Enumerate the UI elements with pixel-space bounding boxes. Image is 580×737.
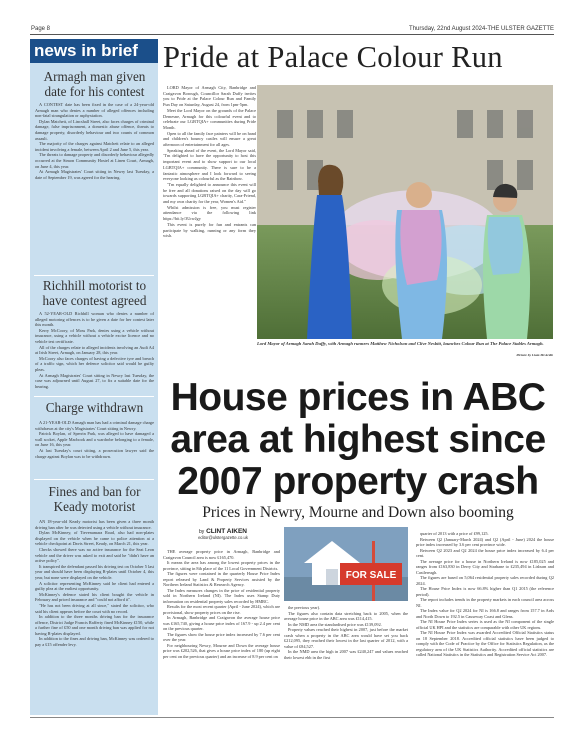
story-body [35, 519, 154, 713]
paragraph: "He has not been driving at all since," stated the solicitor, who said his client appears before the court with no record. [35, 602, 154, 614]
divider [34, 396, 154, 397]
paragraph: The figures are based on 5,064 residential property sales recorded during Q2 2024. [416, 575, 554, 586]
divider [34, 275, 154, 276]
paragraph: McKinney's defence stated his client bought the vehicle in February and priced insurance and "could not afford it". [35, 591, 154, 603]
paragraph: A CONTEST date has been fixed in the case of a 24-year-old Armagh man who denies a number of alleged offences including non-fatal strangulation or asphyxiation. [35, 102, 154, 119]
paragraph: McCoory also faces charges of having a defective tyre and breach of a traffic sign, which her defence solicitor said would be guilty pleas. [35, 355, 154, 372]
paragraph: Between Q2 2023 and Q2 2024 the house price index increased by 6.4 per cent. [416, 547, 554, 558]
paragraph: The Index measures changes in the price of residential property sold in Northern Ireland (NI). The Index uses Stamp Duty information on residential property sales recorded by HMRC. [163, 587, 280, 604]
paragraph: All of the charges relate to alleged incidents involving an Audi A4 at Irish Street, Armagh, on January 28, this year. [35, 344, 154, 356]
story-headline: Armagh man given date for his contest [43, 69, 146, 99]
paragraph: The figures also contain data stretching back to 2005, when the average house price in the ABC area was £114,415. [284, 610, 408, 621]
paragraph: The NI House Price Index was awarded Accredited Official Statistics status on 18 September 2018. Accredited official statistics have been judged to comply with the Code of Practice by the Office for Statistics Regulation, as the regulatory arm of the UK Statistics Authority. Accredited official statistics are called National Statistics in the Statistics and Registration Service Act 2007. [416, 630, 554, 657]
paragraph: It transpired the defendant passed his driving test on October 5 last year and should have been displaying R-plates until October 4, this year, but none were displayed on the vehicle. [35, 563, 154, 580]
byline-email: editor@ulstergazette.co.uk [198, 535, 248, 540]
paragraph: Dylan Matchett, of Lincshall Street, also faces charges of criminal damage, false imprisonment, a domestic abuse offence, threats to damage property, disorderly behaviour and two counts of common assault. [35, 118, 154, 141]
paragraph: Checks showed there was no active insurance for the Seat Leon vehicle and the driver was asked to exit and said he "didn't have an active policy". [35, 546, 154, 564]
paragraph: the previous year). [288, 605, 321, 610]
paragraph: Property values reached their highest in 2007, just before the market crash when a property in the ABC area would have set you back £212,095, they reached their lowest in the last quarter of 2012, with a value of £84,527. [284, 627, 408, 649]
page-number: Page 8 [31, 26, 51, 32]
paragraph: In Armagh, Banbridge and Craigavon the average house price was £165,740, giving a house price index of 167.9 - up 2.4 per cent on the previous quarter. [163, 615, 280, 631]
paragraph: Patrick Boylan, of Sperrin Park, was alleged to have damaged a wall socket, Apple Macbook and a wardrobe belonging to a female, on June 16, this year. [35, 431, 154, 448]
news-in-brief-sidebar [30, 39, 158, 715]
paragraph: Open to all the family face painters will be on hand and children's bouncy castles will ensure a great afternoon of entertainment for all ages. [163, 130, 256, 148]
story-body [35, 420, 154, 476]
sidebar-title: news in brief [30, 39, 158, 63]
paragraph: THE average property price in Armagh, Banbridge and Craigavon Council area is now £165,470. [163, 549, 280, 560]
paragraph: At Armagh Magistrates' Court sitting in Newry last Tuesday, the case was adjourned until August 27, to fix a suitable date for the hearing. [35, 372, 154, 389]
story-headline: Richhill motorist to have contest agreed [42, 278, 147, 308]
paragraph: In addition to the fines and driving ban, McKinney was ordered to pay a £15 offender levy. [35, 636, 154, 648]
paragraph: The figures were contained in the quarterly House Price Index report released by Land & Property Services assisted by the Northern Ireland Statistics & Research Agency. [163, 571, 280, 587]
paragraph: Results for the most recent quarter (April - June 2024), which are provisional, show property prices on the rise. [163, 604, 280, 615]
paragraph: In the NMD area the high in 2007 was £240,247 and values reached their lowest ebb in the first [284, 649, 408, 660]
paragraph: For neighbouring Newry, Mourne and Down the average house price was £202,526, that gives a house price index of 180 (up eight per cent on the previous quarter) and an increase of 8.9 per cent on [163, 642, 280, 659]
story-headline: Fines and ban for Keady motorist [48, 484, 141, 514]
paragraph: Meet the Lord Mayor on the grounds of the Palace Demesne, Armagh for this colourful event and to celebrate our LGBTQIA+ communities during Pride Month. [163, 107, 256, 130]
paragraph: At Armagh Magistrates' Court sitting in Newry last Tuesday, a date of September 19, was agreed for the hearing. [35, 169, 154, 180]
story-body [35, 311, 154, 393]
paragraph: Between Q2 (January-March 2024) and Q2 (April - June) 2024 the house price index increased by 3.6 per cent province wide. [416, 536, 554, 547]
paragraph: Dylan McKinney, of Tievenamara Road, also had non-plates displayed on the vehicle when he came to police attention at a vehicle checkpoint at Davis Street, Keady, on March 21, this year. [35, 530, 154, 547]
paragraph: It means the area has among the lowest property prices in the province, sitting in 8th place of the 11 Local Government Districts. [163, 560, 280, 571]
paragraph: The NI House Price Index series is used as the NI component of the single official UK HPI and the statistics are comparable with other UK regions. [416, 619, 554, 630]
house-prices-headline: House prices in ABC area at highest since 2007 property crash [170, 376, 546, 503]
paragraph: The average price for a house in Northern Ireland is now £185,025 and ranges from £163,830 in Derry City and Strabane to £235,494 in Lisburn and Castlereagh. [416, 558, 554, 575]
paragraph: A 21-YEAR-OLD Armagh man has had a criminal damage charge withdrawn at the city's Magistrates' Court sitting in Newry. [35, 420, 154, 431]
pride-headline: Pride at Palace Colour Run [163, 40, 503, 74]
byline-by: by [198, 529, 205, 535]
paragraph: "I'm equally delighted to announce this event will be free and all donations raised on the day will go towards supporting LGBTQIA+ charity, Cara-Friend, and my own charity for the year, Women's Aid." [163, 181, 256, 205]
paragraph: A 52-YEAR-OLD Richhill woman who denies a number of alleged motoring offences is to be given a date for her contest later this month. [35, 311, 154, 328]
paragraph: In the NMD area the standardised price was £139,092. [288, 621, 382, 627]
paragraph: This event is purely for fun and entrants can participate by walking, running or any form they wish. [163, 221, 256, 239]
paragraph: AN 18-year-old Keady motorist has been given a three month driving ban after he was detected using a vehicle without insurance. [35, 519, 154, 530]
paragraph: At last Tuesday's court sitting, a prosecution lawyer said the charge against Boylan was to be withdrawn. [35, 447, 154, 459]
paragraph: The Index value for Q2 2024 for NI is 166.8 and ranges from 157.7 in Ards and North Down to 192.5 in Causeway Coast and Glens. [416, 608, 554, 619]
paragraph: quarter of 2013 with a price of £99,125. [420, 531, 489, 536]
paragraph: The report includes trends in the property markets in each council area across NI. [416, 597, 554, 608]
paragraph: The figures show the house price index increased by 7.6 per cent over the year. [163, 631, 280, 642]
paragraph: Speaking ahead of the event, the Lord Mayor said, "I'm delighted to have the opportunity to host this important event and to show support to our local LGBTQIA+ community. There is sure to be a fantastic atmosphere and I look forward to seeing everyone looking as colourful as the Rainbow. [163, 147, 256, 182]
house-story-col2 [284, 605, 408, 715]
paragraph: The House Price Index is now 66.8% higher than Q1 2015 (the reference period). [416, 586, 554, 597]
paragraph: LORD Mayor of Armagh City, Banbridge and Craigavon Borough, Councillor Sarah Duffy invites you to Pride at the Palace Colour Run and Family Fun Day on Saturday, August 24, from 1pm-5pm. [163, 85, 256, 108]
header-rule [30, 34, 554, 35]
paragraph: In addition to the three months driving ban for the insurance offence, District Judge Francis Rafferty fined McKinney £150, while a further fine of £50 and one month driving ban was applied for not having R-plates displayed. [35, 614, 154, 636]
house-prices-subhead: Prices in Newry, Mourne and Down also booming [202, 504, 514, 521]
byline-name: CLINT AIKEN [206, 528, 248, 535]
pride-story-body [163, 85, 256, 373]
for-sale-sign-text: FOR SALE [345, 570, 397, 581]
publication-date: Thursday, 22nd August 2024-THE ULSTER GAZETTE [409, 26, 554, 32]
paragraph: Whilst admission is free, you must register attendance via the following link https://bit.ly/3UrwJgy [163, 204, 256, 222]
colour-run-photo [257, 85, 553, 339]
photo-caption: Lord Mayor of Armagh Sarah Duffy, with Armagh runners Matthew Nicholson and Clive Nesbitt, launches Colour Run at The Palace Stables Armagh. [257, 341, 544, 346]
byline [163, 528, 283, 540]
paragraph: The threats to damage property and disorderly behaviour allegedly occurred at the Simon Community Hostel at Linen Court, Armagh, on June 4, this year. [35, 152, 154, 169]
house-story-col3 [416, 531, 554, 715]
story-headline: Charge withdrawn [45, 400, 144, 415]
paragraph: The majority of the charges against Matchett relate to an alleged incident involving a female, between April 2 and June 5, this year. [35, 141, 154, 152]
house-story-col1 [163, 549, 280, 715]
footer-rule [30, 717, 554, 718]
for-sale-photo [284, 527, 408, 601]
divider [34, 479, 154, 480]
story-body [35, 102, 154, 278]
photo-credit: Picture by Liam McArdle [516, 353, 553, 357]
paragraph: Kerry McCoory, of Moss Park, denies using a vehicle without insurance, using a vehicle without a vehicle excise licence and no vehicle test certificate. [35, 327, 154, 344]
paragraph: A solicitor representing McKinney said he client had entered a guilty plea at the earliest opportunity. [35, 580, 154, 592]
